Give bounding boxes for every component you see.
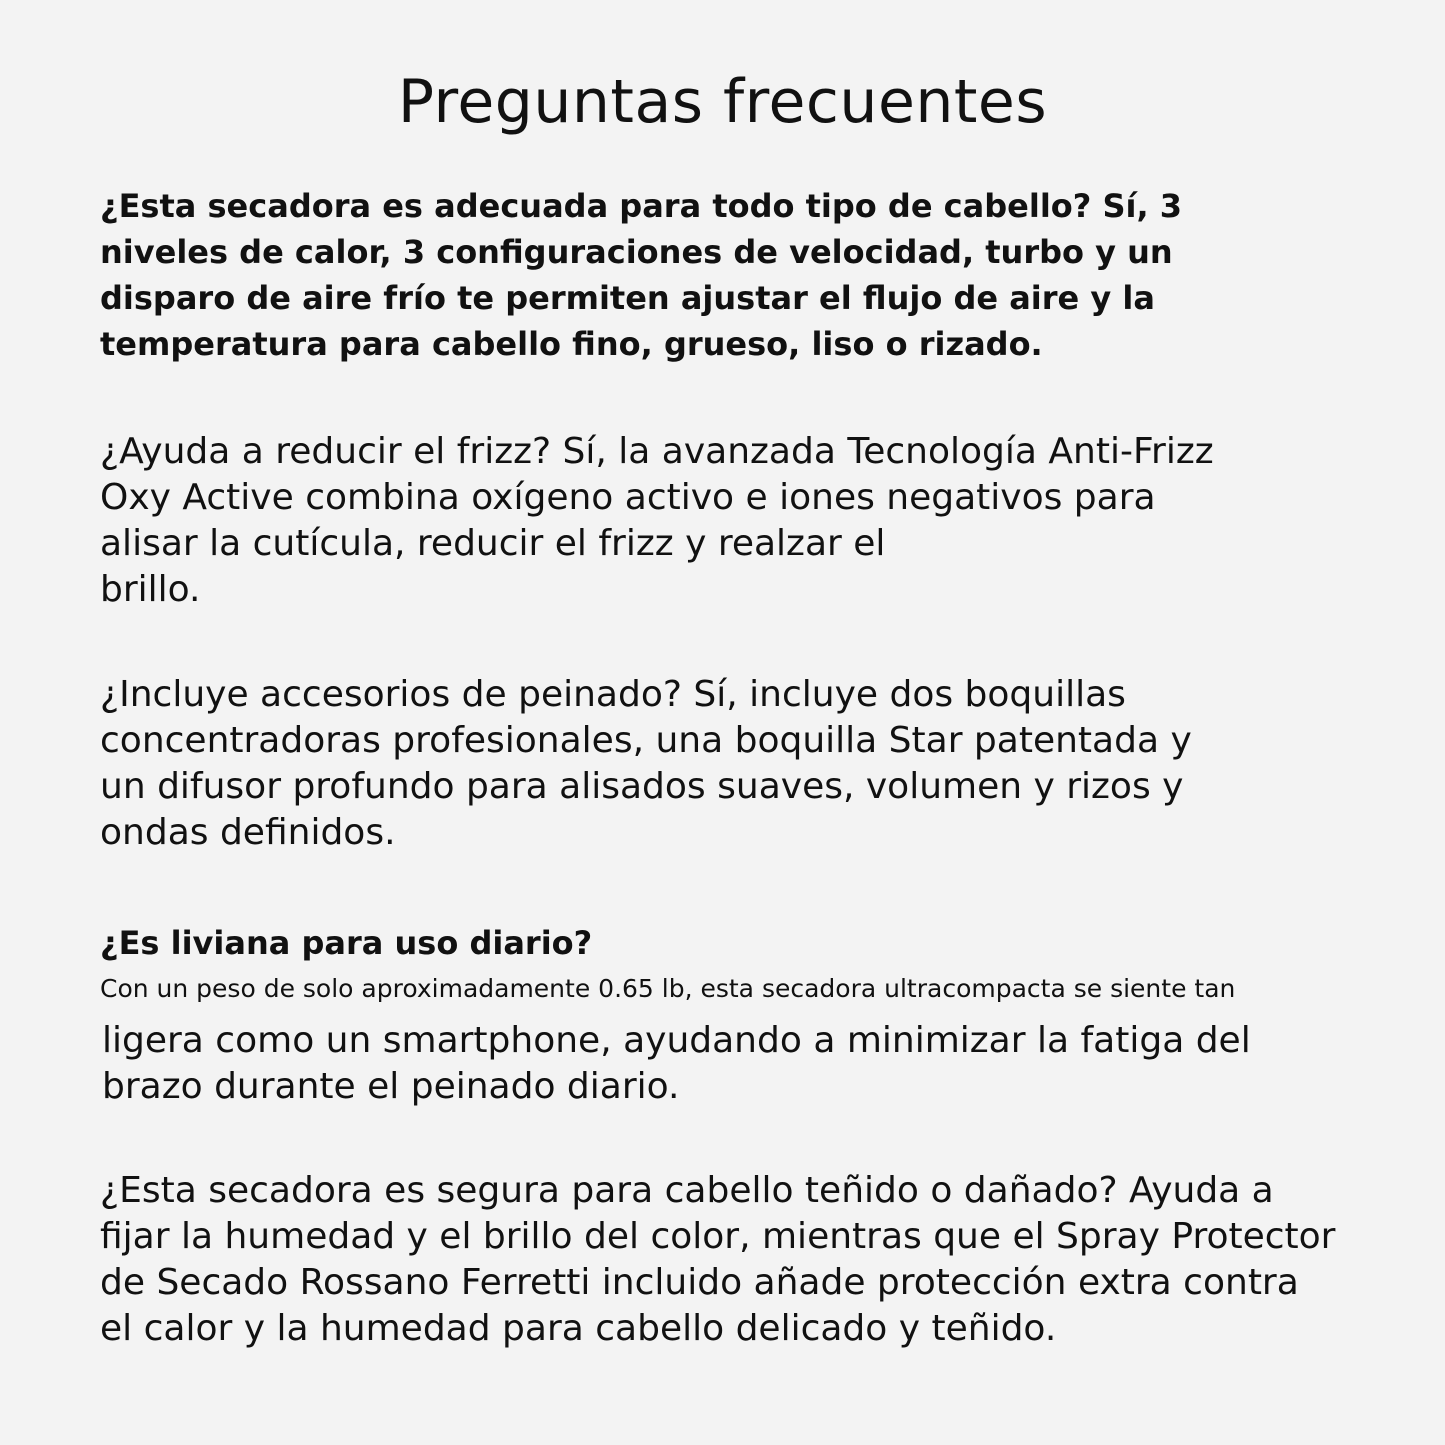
faq-question-weight	[100, 920, 592, 966]
faq-line: Con un peso de solo aproximadamente 0.65 lb, esta secadora ultracompacta se siente tan	[100, 974, 1236, 1003]
faq-line: brazo durante el peinado diario.	[102, 1066, 680, 1107]
faq-line: un difusor profundo para alisados suaves, volumen y rizos y	[100, 766, 1184, 807]
faq-line: Oxy Active combina oxígeno activo e iones negativos para	[100, 477, 1156, 518]
faq-item-accessories	[100, 672, 1192, 856]
faq-item-hair-types	[100, 183, 1182, 367]
faq-answer-weight	[102, 1018, 1251, 1110]
faq-line: ¿Esta secadora es adecuada para todo tipo de cabello? Sí, 3	[100, 187, 1183, 225]
faq-line: ¿Esta secadora es segura para cabello teñido o dañado? Ayuda a	[100, 1170, 1274, 1211]
faq-line: disparo de aire frío te permiten ajustar el flujo de aire y la	[100, 279, 1155, 317]
faq-line: fijar la humedad y el brillo del color, mientras que el Spray Protector	[100, 1216, 1336, 1257]
faq-item-dyed-hair	[100, 1168, 1335, 1352]
faq-line: niveles de calor, 3 configuraciones de velocidad, turbo y un	[100, 233, 1173, 271]
faq-line: alisar la cutícula, reducir el frizz y realzar el	[100, 523, 886, 564]
faq-item-frizz	[100, 429, 1214, 613]
faq-line: ¿Ayuda a reducir el frizz? Sí, la avanzada Tecnología Anti-Frizz	[100, 431, 1214, 472]
faq-line: el calor y la humedad para cabello delicado y teñido.	[100, 1308, 1057, 1349]
page-title: Preguntas frecuentes	[397, 67, 1048, 137]
faq-line: concentradoras profesionales, una boquilla Star patentada y	[100, 720, 1192, 761]
faq-question: ¿Es liviana para uso diario?	[100, 924, 593, 962]
faq-answer-weight-small	[100, 971, 1235, 1007]
faq-line: ¿Incluye accesorios de peinado? Sí, incluye dos boquillas	[100, 674, 1126, 715]
faq-line: de Secado Rossano Ferretti incluido añade protección extra contra	[100, 1262, 1299, 1303]
faq-line: ondas definidos.	[100, 812, 396, 853]
faq-line: brillo.	[100, 569, 201, 610]
faq-line: ligera como un smartphone, ayudando a minimizar la fatiga del	[102, 1020, 1251, 1061]
faq-line: temperatura para cabello fino, grueso, liso o rizado.	[100, 325, 1043, 363]
